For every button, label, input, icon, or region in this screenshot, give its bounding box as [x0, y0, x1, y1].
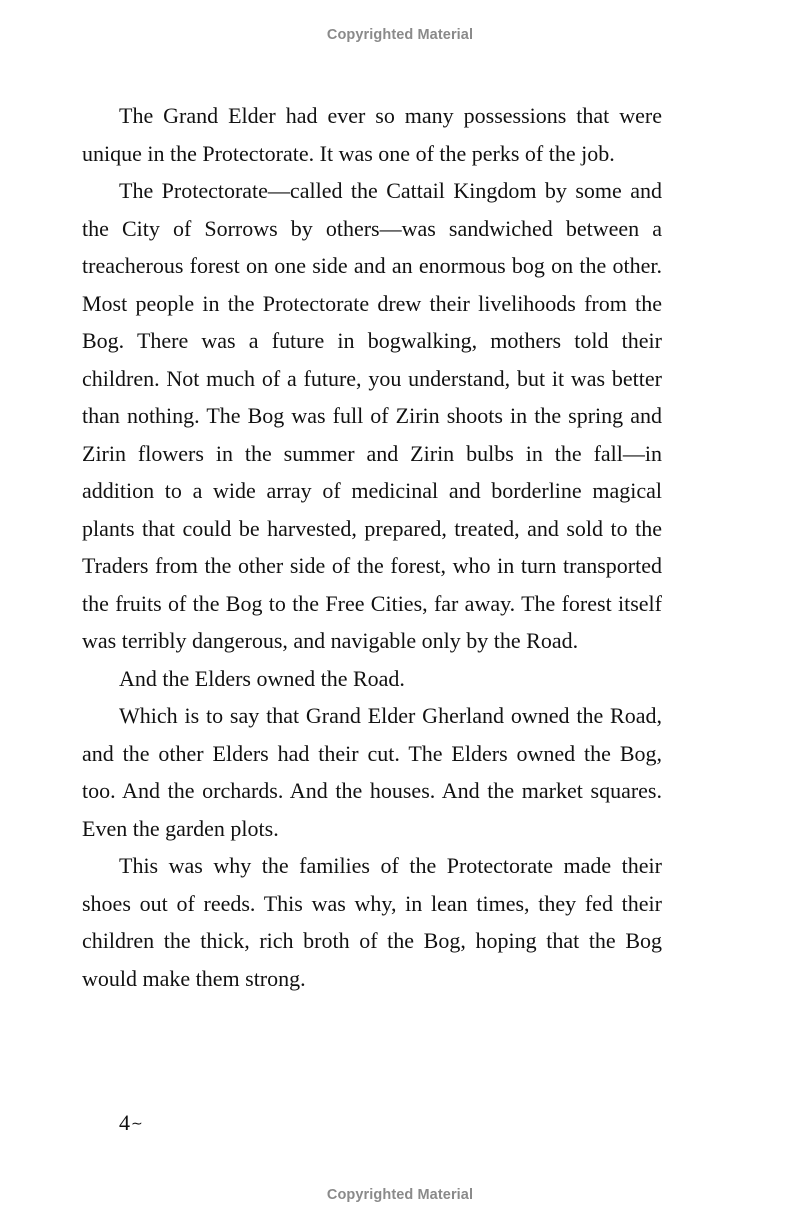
paragraph: The Protectorate—called the Cattail Kingdom by some and the City of Sorrows by others—was sandwiched between a treacherous forest on one side and an enormous bog on the other. Most people in the Protectorate drew their livelihoods from the Bog. There was a future in bogwalking, mothers told their children. Not much of a future, you understand, but it was better than nothing. The Bog was full of Zirin shoots in the spring and Zirin flowers in the summer and Zirin bulbs in the fall—in addition to a wide array of medicinal and borderline magical plants that could be harvested, prepared, treated, and sold to the Traders from the other side of the forest, who in turn transported the fruits of the Bog to the Free Cities, far away. The forest itself was terribly dangerous, and navigable only by the Road.	[82, 178, 662, 653]
paragraph: And the Elders owned the Road.	[119, 665, 405, 691]
paragraph: The Grand Elder had ever so many possessions that were unique in the Protectorate. It was one of the perks of the job.	[82, 103, 662, 166]
copyright-header: Copyrighted Material	[326, 27, 474, 43]
body-text	[82, 97, 662, 997]
paragraph: Which is to say that Grand Elder Gherland owned the Road, and the other Elders had their cut. The Elders owned the Bog, too. And the orchards. And the houses. And the market squares. Even the garden plots.	[82, 703, 662, 841]
folio-ornament-icon: ∼	[131, 1117, 143, 1132]
page-number: 4	[119, 1110, 130, 1135]
paragraph: This was why the families of the Protectorate made their shoes out of reeds. This was why, in lean times, they fed their children the thick, rich broth of the Bog, hoping that the Bog would make them strong.	[82, 853, 662, 991]
page-folio	[119, 1110, 143, 1136]
copyright-footer: Copyrighted Material	[326, 1187, 474, 1203]
